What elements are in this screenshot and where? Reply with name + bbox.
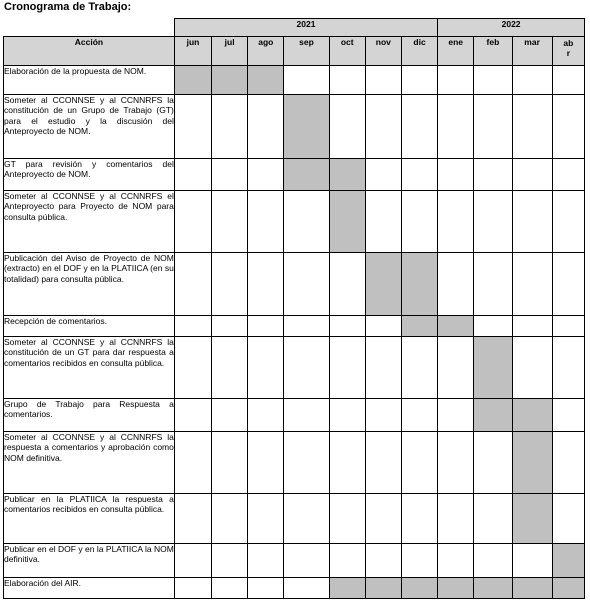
schedule-cell-oct [329, 432, 365, 494]
schedule-cell-ago [248, 399, 284, 432]
schedule-cell-oct [329, 494, 365, 544]
month-header-row [4, 37, 585, 66]
schedule-cell-sep [284, 544, 329, 578]
schedule-cell-jun [174, 578, 211, 599]
schedule-cell-ago [248, 578, 284, 599]
action-label: Elaboración de la propuesta de NOM. [4, 66, 175, 95]
action-label: Publicación del Aviso de Proyecto de NOM (extracto) en el DOF y en la PLATIICA (en su totalidad) para consulta pública. [4, 253, 175, 316]
year-header-2022: 2022 [438, 19, 585, 37]
schedule-cell-jul [212, 494, 248, 544]
schedule-cell-mar [512, 66, 552, 95]
table-row [4, 253, 585, 316]
month-header-oct: oct [329, 37, 365, 66]
schedule-cell-active-mar [512, 578, 552, 599]
table-row [4, 337, 585, 399]
table-row [4, 494, 585, 544]
schedule-cell-ene [438, 253, 474, 316]
month-header-sep: sep [284, 37, 329, 66]
schedule-cell-jul [212, 191, 248, 253]
schedule-cell-ago [248, 494, 284, 544]
schedule-cell-jun [174, 159, 211, 191]
schedule-cell-active-nov [365, 578, 401, 599]
schedule-cell-jun [174, 432, 211, 494]
schedule-cell-feb [474, 159, 512, 191]
month-header-ene: ene [438, 37, 474, 66]
schedule-cell-active-abr [552, 544, 584, 578]
month-header-dic: dic [401, 37, 437, 66]
schedule-cell-feb [474, 253, 512, 316]
schedule-cell-jul [212, 399, 248, 432]
action-column-header: Acción [4, 37, 175, 66]
schedule-cell-abr [552, 316, 584, 337]
month-header-nov: nov [365, 37, 401, 66]
year-header-2021: 2021 [174, 19, 437, 37]
schedule-cell-jul [212, 544, 248, 578]
schedule-cell-feb [474, 432, 512, 494]
schedule-cell-jul [212, 253, 248, 316]
schedule-cell-dic [401, 159, 437, 191]
schedule-cell-mar [512, 253, 552, 316]
schedule-cell-active-nov [365, 253, 401, 316]
schedule-cell-feb [474, 494, 512, 544]
schedule-cell-oct [329, 253, 365, 316]
action-label: Grupo de Trabajo para Respuesta a comentarios. [4, 399, 175, 432]
schedule-cell-active-mar [512, 494, 552, 544]
table-row [4, 95, 585, 159]
schedule-cell-active-jun [174, 66, 211, 95]
schedule-cell-jun [174, 253, 211, 316]
schedule-cell-ene [438, 494, 474, 544]
schedule-cell-ene [438, 337, 474, 399]
table-row [4, 399, 585, 432]
schedule-cell-active-dic [401, 578, 437, 599]
action-label: Publicar en el DOF y en la PLATIICA la NOM definitiva. [4, 544, 175, 578]
schedule-cell-mar [512, 337, 552, 399]
schedule-cell-oct [329, 399, 365, 432]
schedule-cell-nov [365, 159, 401, 191]
month-header-jun: jun [174, 37, 211, 66]
schedule-cell-dic [401, 399, 437, 432]
action-label: Someter al CCONNSE y al CCNNRFS el Anteproyecto para Proyecto de NOM para consulta pública. [4, 191, 175, 253]
action-label: Someter al CCONNSE y al CCNNRFS la respuesta a comentarios y aprobación como NOM definitiva. [4, 432, 175, 494]
schedule-cell-active-dic [401, 316, 437, 337]
schedule-cell-feb [474, 95, 512, 159]
action-label: Someter al CCONNSE y al CCNNRFS la constitución de un GT para dar respuesta a comentarios recibidos en consulta pública. [4, 337, 175, 399]
schedule-cell-dic [401, 494, 437, 544]
schedule-cell-ene [438, 159, 474, 191]
schedule-cell-mar [512, 159, 552, 191]
schedule-cell-sep [284, 191, 329, 253]
schedule-cell-jun [174, 316, 211, 337]
schedule-cell-active-oct [329, 191, 365, 253]
schedule-cell-jun [174, 337, 211, 399]
schedule-cell-feb [474, 191, 512, 253]
schedule-cell-abr [552, 95, 584, 159]
schedule-cell-sep [284, 253, 329, 316]
page-title: Cronograma de Trabajo: [4, 1, 132, 13]
schedule-cell-active-mar [512, 432, 552, 494]
schedule-cell-ene [438, 191, 474, 253]
schedule-body [4, 66, 585, 599]
schedule-cell-abr [552, 337, 584, 399]
table-row [4, 316, 585, 337]
table-row [4, 432, 585, 494]
table-row [4, 544, 585, 578]
schedule-cell-feb [474, 316, 512, 337]
schedule-cell-active-feb [474, 337, 512, 399]
schedule-cell-active-oct [329, 159, 365, 191]
schedule-cell-sep [284, 399, 329, 432]
month-header-mar: mar [512, 37, 552, 66]
schedule-cell-ago [248, 159, 284, 191]
schedule-cell-ago [248, 316, 284, 337]
schedule-cell-mar [512, 544, 552, 578]
schedule-cell-mar [512, 316, 552, 337]
schedule-cell-jun [174, 95, 211, 159]
month-header-ago: ago [248, 37, 284, 66]
schedule-cell-ago [248, 191, 284, 253]
corner-cell [4, 19, 175, 37]
action-label: Publicar en la PLATIICA la respuesta a comentarios recibidos en consulta pública. [4, 494, 175, 544]
schedule-cell-dic [401, 66, 437, 95]
schedule-cell-abr [552, 432, 584, 494]
schedule-cell-ene [438, 544, 474, 578]
schedule-cell-sep [284, 66, 329, 95]
schedule-cell-dic [401, 95, 437, 159]
schedule-table [3, 18, 585, 599]
schedule-cell-feb [474, 544, 512, 578]
schedule-cell-ene [438, 432, 474, 494]
schedule-cell-ago [248, 544, 284, 578]
schedule-cell-active-ene [438, 578, 474, 599]
action-label: Recepción de comentarios. [4, 316, 175, 337]
schedule-cell-nov [365, 191, 401, 253]
schedule-cell-abr [552, 159, 584, 191]
schedule-cell-oct [329, 66, 365, 95]
schedule-cell-active-oct [329, 578, 365, 599]
schedule-cell-abr [552, 253, 584, 316]
schedule-cell-abr [552, 66, 584, 95]
action-label: Elaboración del AIR. [4, 578, 175, 599]
schedule-cell-dic [401, 544, 437, 578]
schedule-cell-ene [438, 399, 474, 432]
schedule-cell-feb [474, 66, 512, 95]
schedule-cell-abr [552, 191, 584, 253]
schedule-cell-jul [212, 159, 248, 191]
schedule-cell-ago [248, 432, 284, 494]
month-header-abr: abr [552, 37, 584, 66]
table-row [4, 191, 585, 253]
schedule-cell-nov [365, 494, 401, 544]
schedule-cell-jul [212, 316, 248, 337]
schedule-cell-nov [365, 337, 401, 399]
schedule-cell-nov [365, 66, 401, 95]
schedule-cell-jun [174, 399, 211, 432]
schedule-cell-jul [212, 432, 248, 494]
schedule-cell-sep [284, 316, 329, 337]
schedule-cell-sep [284, 578, 329, 599]
schedule-cell-nov [365, 432, 401, 494]
schedule-cell-sep [284, 432, 329, 494]
schedule-cell-jul [212, 95, 248, 159]
action-label: Someter al CCONNSE y al CCNNRFS la constitución de un Grupo de Trabajo (GT) para el estudio y la discusión del Anteproyecto de NOM. [4, 95, 175, 159]
schedule-cell-dic [401, 432, 437, 494]
schedule-cell-jul [212, 337, 248, 399]
schedule-cell-dic [401, 337, 437, 399]
schedule-cell-active-feb [474, 578, 512, 599]
schedule-cell-mar [512, 95, 552, 159]
schedule-cell-abr [552, 494, 584, 544]
schedule-cell-sep [284, 494, 329, 544]
table-row [4, 578, 585, 599]
month-header-feb: feb [474, 37, 512, 66]
schedule-cell-sep [284, 337, 329, 399]
schedule-cell-abr [552, 399, 584, 432]
schedule-cell-oct [329, 337, 365, 399]
action-label: GT para revisión y comentarios del Anteproyecto de NOM. [4, 159, 175, 191]
table-row [4, 159, 585, 191]
schedule-cell-active-sep [284, 95, 329, 159]
schedule-cell-active-dic [401, 253, 437, 316]
schedule-cell-ene [438, 66, 474, 95]
year-header-row [4, 19, 585, 37]
schedule-cell-oct [329, 316, 365, 337]
schedule-cell-ago [248, 337, 284, 399]
schedule-cell-active-sep [284, 159, 329, 191]
schedule-cell-nov [365, 544, 401, 578]
schedule-cell-oct [329, 95, 365, 159]
schedule-cell-nov [365, 399, 401, 432]
schedule-cell-mar [512, 191, 552, 253]
table-row [4, 66, 585, 95]
schedule-cell-active-mar [512, 399, 552, 432]
schedule-cell-active-abr [552, 578, 584, 599]
month-header-jul: jul [212, 37, 248, 66]
schedule-cell-jul [212, 578, 248, 599]
schedule-cell-jun [174, 191, 211, 253]
schedule-cell-jun [174, 544, 211, 578]
schedule-cell-active-feb [474, 399, 512, 432]
schedule-cell-active-ago [248, 66, 284, 95]
schedule-cell-active-jul [212, 66, 248, 95]
schedule-cell-nov [365, 95, 401, 159]
schedule-cell-jun [174, 494, 211, 544]
schedule-cell-nov [365, 316, 401, 337]
schedule-cell-ago [248, 253, 284, 316]
schedule-cell-oct [329, 544, 365, 578]
schedule-cell-ene [438, 95, 474, 159]
schedule-cell-active-ene [438, 316, 474, 337]
schedule-cell-ago [248, 95, 284, 159]
schedule-cell-dic [401, 191, 437, 253]
